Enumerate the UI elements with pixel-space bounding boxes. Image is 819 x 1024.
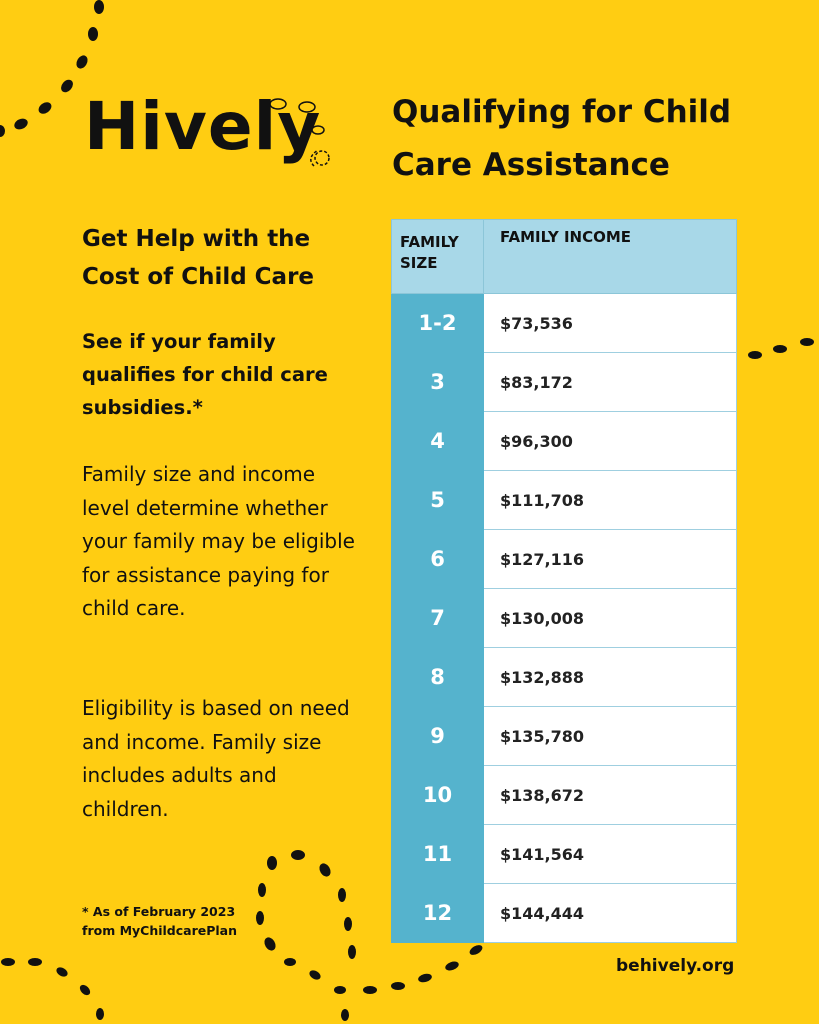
- family-income-cell: $73,536: [484, 294, 737, 353]
- family-income-cell: $83,172: [484, 353, 737, 412]
- family-income-cell: $96,300: [484, 412, 737, 471]
- income-table: [391, 219, 737, 943]
- family-size-cell: 9: [392, 707, 484, 766]
- family-size-cell: 12: [392, 884, 484, 943]
- bee-icon: [262, 90, 334, 170]
- family-size-cell: 8: [392, 648, 484, 707]
- family-income-cell: $144,444: [484, 884, 737, 943]
- paragraph-eligibility: Eligibility is based on need and income. Family size includes adults and children.: [82, 696, 350, 821]
- family-income-cell: $141,564: [484, 825, 737, 884]
- header-family-income: FAMILY INCOME: [484, 220, 737, 294]
- family-income-cell: $111,708: [484, 471, 737, 530]
- table-row: [392, 766, 737, 825]
- family-income-cell: $130,008: [484, 589, 737, 648]
- website-url: behively.org: [616, 956, 735, 976]
- subheading: Get Help with the Cost of Child Care: [82, 226, 315, 290]
- family-size-cell: 11: [392, 825, 484, 884]
- table-header-row: [392, 220, 737, 294]
- family-size-cell: 3: [392, 353, 484, 412]
- family-size-cell: 4: [392, 412, 484, 471]
- family-size-cell: 6: [392, 530, 484, 589]
- paragraph-family-size: Family size and income level determine whether your family may be eligible for assistance paying for child care.: [82, 462, 355, 620]
- family-size-cell: 1-2: [392, 294, 484, 353]
- family-income-cell: $138,672: [484, 766, 737, 825]
- table-row: [392, 707, 737, 766]
- family-size-cell: 5: [392, 471, 484, 530]
- family-income-cell: $132,888: [484, 648, 737, 707]
- table-row: [392, 589, 737, 648]
- table-row: [392, 530, 737, 589]
- table-row: [392, 648, 737, 707]
- family-size-cell: 10: [392, 766, 484, 825]
- table-row: [392, 353, 737, 412]
- family-income-cell: $135,780: [484, 707, 737, 766]
- page-title: Qualifying for Child Care Assistance: [392, 94, 732, 183]
- lead-text: See if your family qualifies for child care subsidies.*: [82, 330, 328, 419]
- footnote: [82, 902, 237, 940]
- hively-logo: Hively: [84, 88, 322, 165]
- family-income-cell: $127,116: [484, 530, 737, 589]
- table-row: [392, 412, 737, 471]
- table-row: [392, 884, 737, 943]
- table-row: [392, 294, 737, 353]
- table-row: [392, 825, 737, 884]
- family-size-cell: 7: [392, 589, 484, 648]
- footnote-source: from MyChildcarePlan: [82, 923, 238, 938]
- table-row: [392, 471, 737, 530]
- header-family-size: FAMILY SIZE: [392, 220, 484, 294]
- footnote-date: * As of February 2023: [82, 904, 236, 919]
